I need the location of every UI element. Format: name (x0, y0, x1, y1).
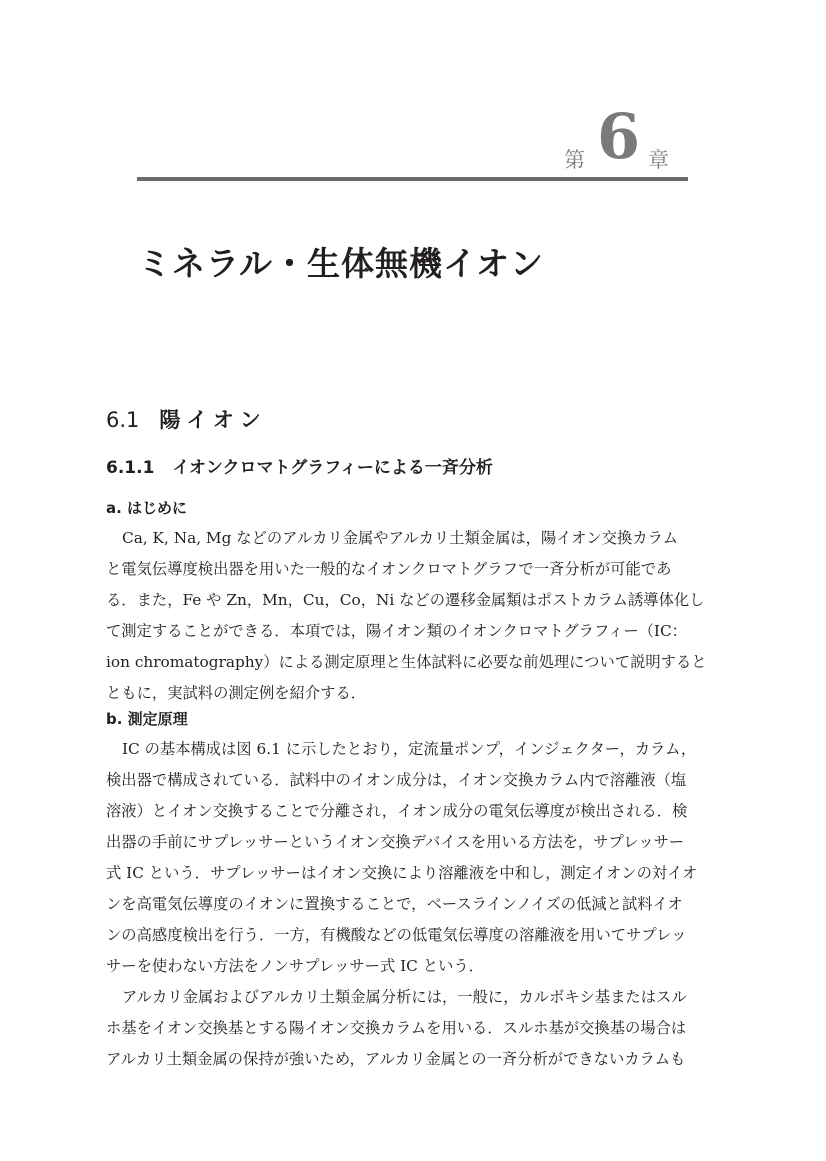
chapter-title: ミネラル・生体無機イオン (138, 244, 545, 283)
body-line: アルカリ金属およびアルカリ土類金属分析には，一般に，カルボキシ基またはスル (122, 988, 687, 1006)
chapter-divider (137, 177, 688, 181)
chapter-number: 6 (597, 100, 641, 173)
subsection-title: イオンクロマトグラフィーによる一斉分析 (172, 458, 493, 478)
body-line: Ca, K, Na, Mg などのアルカリ金属やアルカリ土類金属は，陽イオン交換カラム (122, 529, 679, 547)
body-line: 溶液）とイオン交換することで分離され，イオン成分の電気伝導度が検出される．検 (106, 802, 688, 820)
subsection-number: 6.1.1 (106, 458, 155, 478)
body-line: サーを使わない方法をノンサプレッサー式 IC という． (106, 957, 484, 975)
body-line: IC の基本構成は図 6.1 に示したとおり，定流量ポンプ，インジェクター，カラム， (122, 740, 697, 758)
chapter-suffix: 章 (648, 148, 669, 172)
body-line: と電気伝導度検出器を用いた一般的なイオンクロマトグラフで一斉分析が可能であ (106, 560, 672, 578)
chapter-label (540, 100, 690, 176)
section-heading (106, 404, 267, 434)
body-line: 検出器で構成されている．試料中のイオン成分は，イオン交換カラム内で溶離液（塩 (106, 771, 687, 789)
body-line: 出器の手前にサプレッサーというイオン交換デバイスを用いる方法を，サプレッサー (106, 833, 685, 851)
paragraph-heading-b: b. 測定原理 (106, 710, 188, 728)
body-line: ホ基をイオン交換基とする陽イオン交換カラムを用いる．スルホ基が交換基の場合は (106, 1019, 687, 1037)
section-title: 陽イオン (159, 408, 267, 432)
body-line: る．また，Fe や Zn，Mn，Cu，Co，Ni などの遷移金属類はポストカラム誘導体化し (106, 591, 705, 609)
body-line: ンの高感度検出を行う．一方，有機酸などの低電気伝導度の溶離液を用いてサプレッ (106, 926, 687, 944)
body-line: ともに，実試料の測定例を紹介する． (106, 684, 367, 702)
body-line: て測定することができる．本項では，陽イオン類のイオンクロマトグラフィー（IC： (106, 622, 687, 640)
body-line: ンを高電気伝導度のイオンに置換することで，ベースラインノイズの低減と試料イオ (106, 895, 683, 913)
body-line: ion chromatography）による測定原理と生体試料に必要な前処理について説明すると (106, 653, 707, 671)
subsection-heading (106, 453, 493, 478)
body-line: アルカリ土類金属の保持が強いため，アルカリ金属との一斉分析ができないカラムも (106, 1050, 686, 1068)
section-number: 6.1 (106, 408, 140, 432)
chapter-prefix: 第 (564, 148, 585, 172)
paragraph-heading-a: a. はじめに (106, 499, 188, 517)
body-line: 式 IC という．サプレッサーはイオン交換により溶離液を中和し，測定イオンの対イオ (106, 864, 698, 882)
